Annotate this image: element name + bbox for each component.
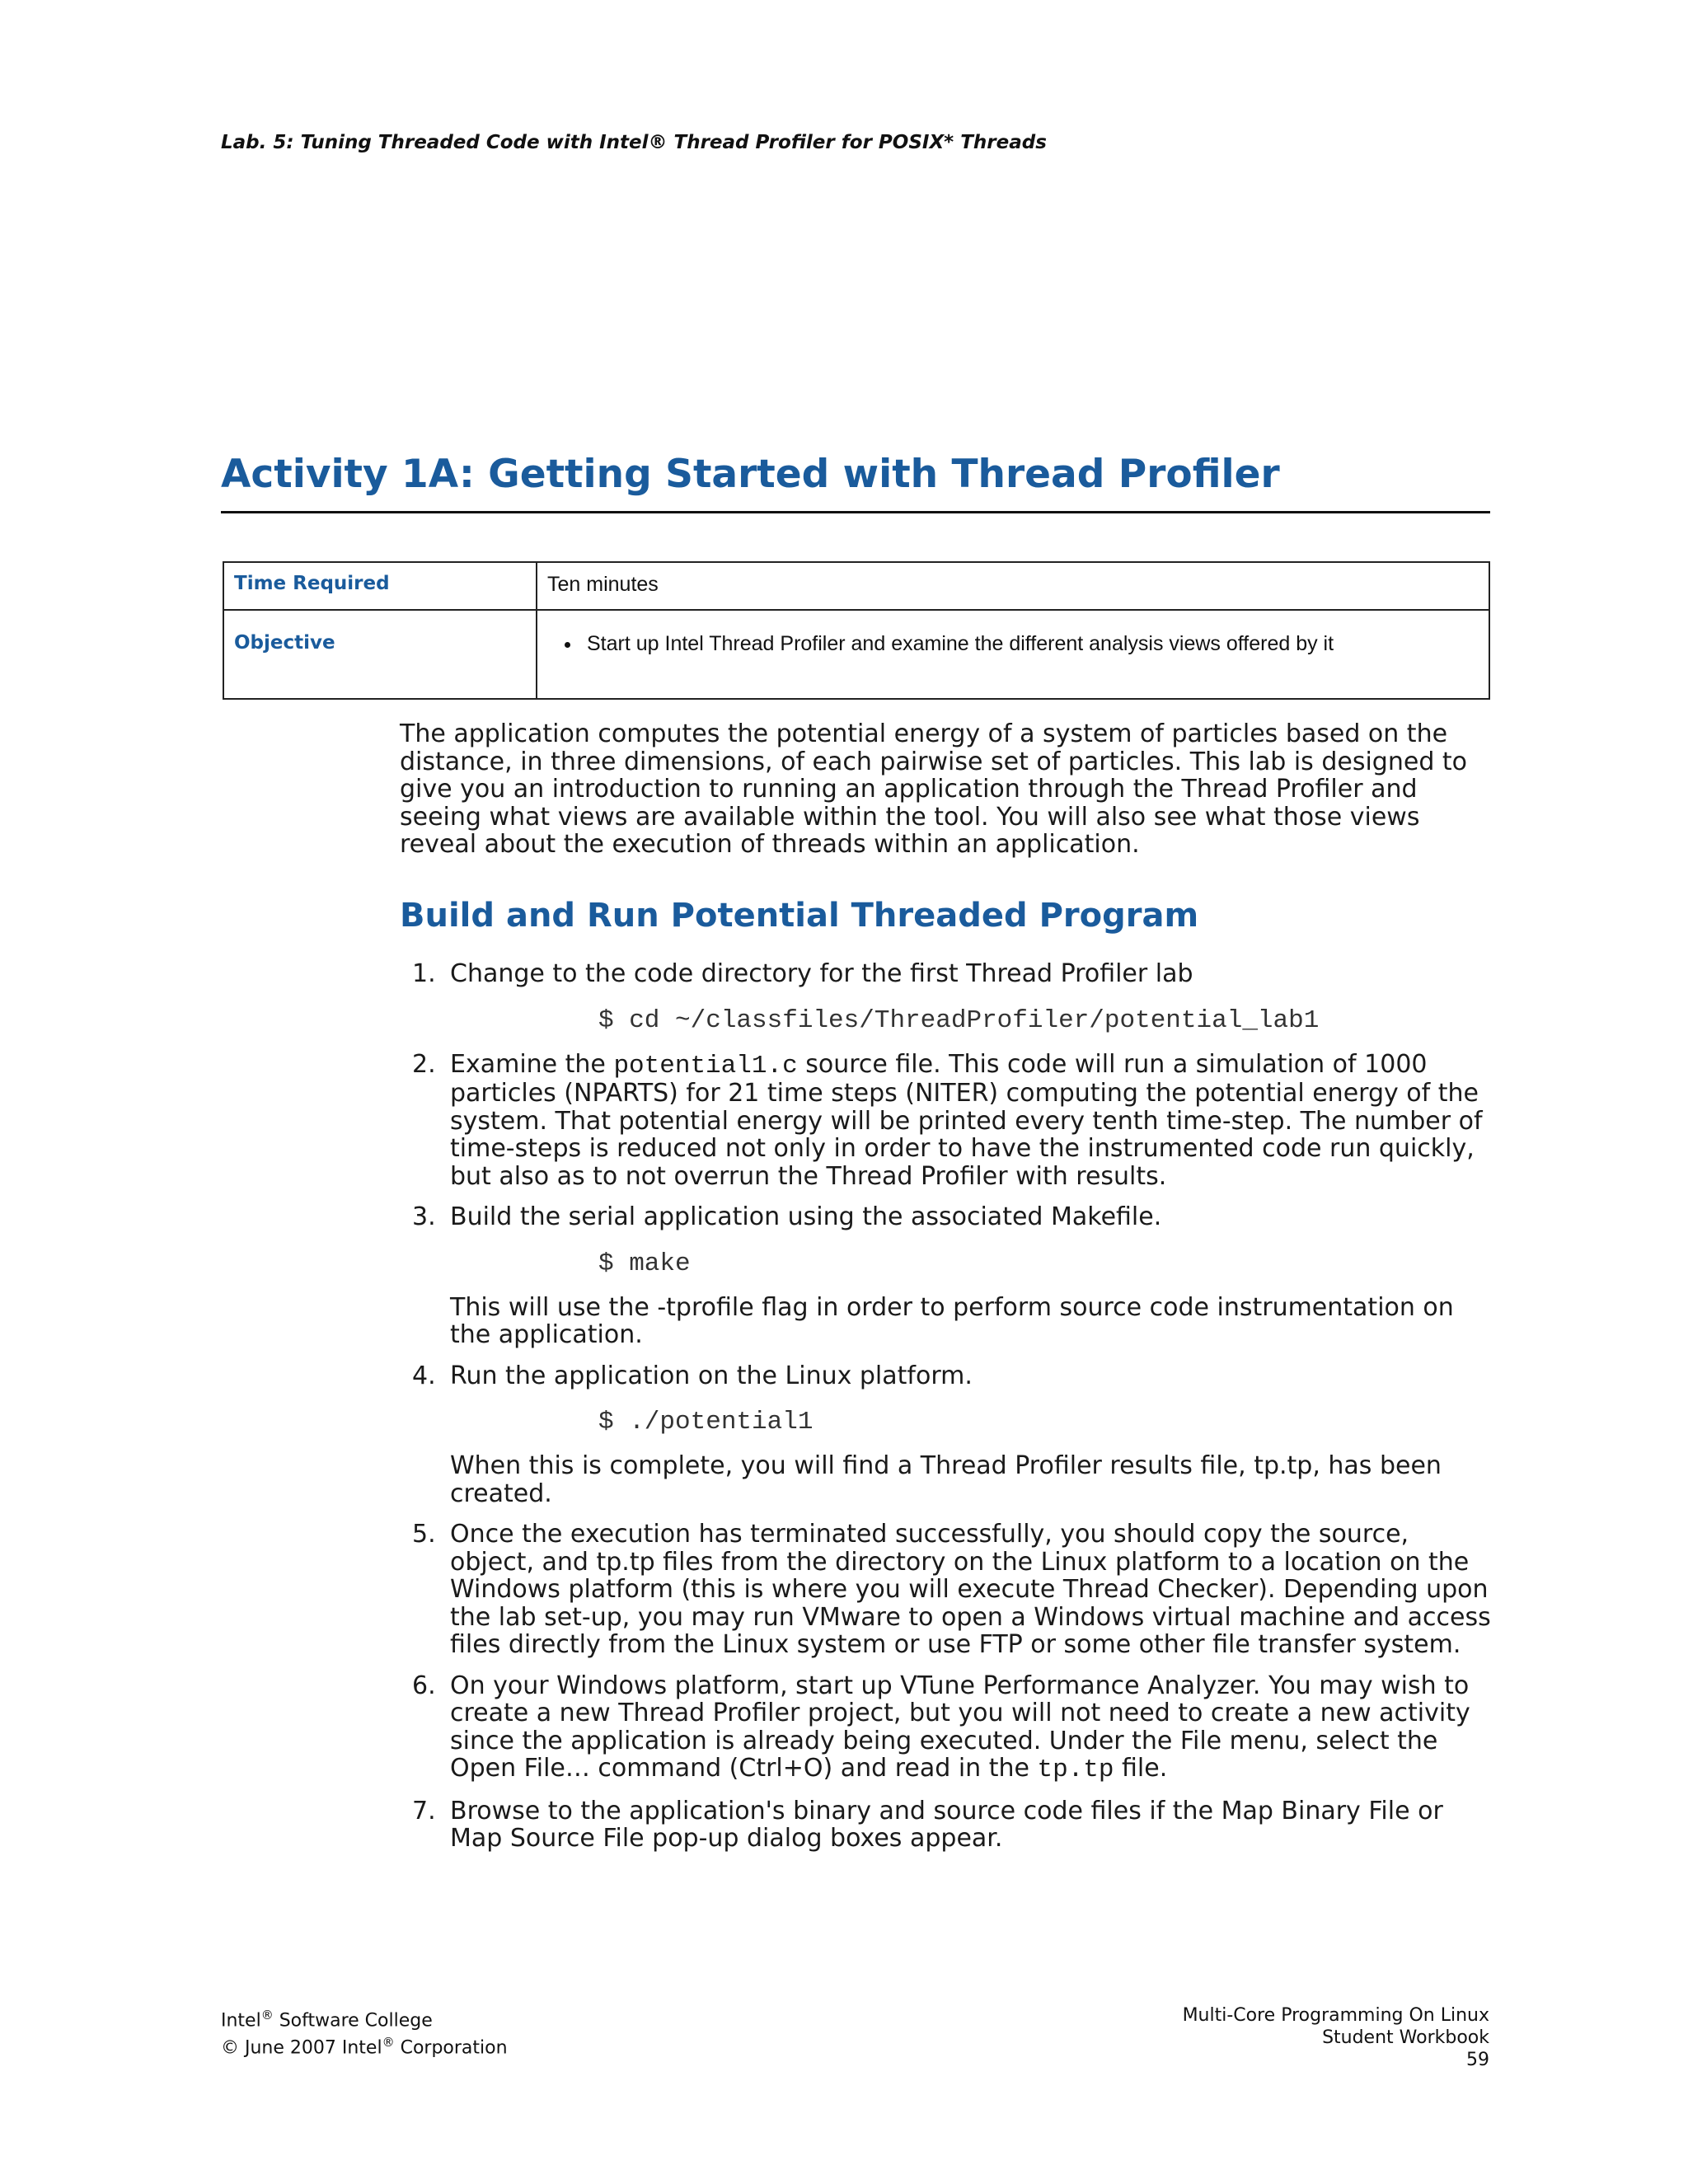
page-number: 59 <box>1466 2050 1489 2070</box>
step-note: When this is complete, you will find a Thread Profiler results file, tp.tp, has been created. <box>450 1451 1442 1508</box>
footer-text: Intel <box>221 2010 261 2032</box>
code-command: $ cd ~/classfiles/ThreadProfiler/potential_lab1 <box>598 1005 1320 1035</box>
step-7 <box>400 1797 1492 1853</box>
objective-list <box>547 632 1479 656</box>
registered-mark: ® <box>260 2008 274 2022</box>
step-5 <box>400 1521 1492 1659</box>
step-text-part: source file. This code will run a simulation of 1000 particles (NPARTS) for 21 time steps (NITER) computing the potential energy of the system. That potential energy will be printed every tenth time-step. The number of time-steps is reduced not only in order to have the instrumented code run quickly, but also as to not overrun the Thread Profiler with results. <box>450 1049 1483 1191</box>
step-text-part: Examine the <box>450 1049 614 1079</box>
step-3 <box>400 1203 1492 1349</box>
step-text: Build the serial application using the associated Makefile. <box>450 1202 1162 1231</box>
inline-code: potential1.c <box>613 1051 798 1080</box>
title-rule <box>221 511 1490 513</box>
step-number: 1. <box>412 959 436 988</box>
time-required-value: Ten minutes <box>537 562 1489 610</box>
step-text: Browse to the application's binary and source code files if the Map Binary File or Map Source File pop-up dialog boxes appear. <box>450 1796 1443 1853</box>
registered-mark: ® <box>382 2035 395 2050</box>
step-1 <box>400 960 1492 1036</box>
step-number: 3. <box>412 1202 436 1231</box>
step-4 <box>400 1362 1492 1508</box>
activity-title: Activity 1A: Getting Started with Thread Profiler <box>221 452 1280 497</box>
objective-item: • Start up Intel Thread Profiler and examine the different analysis views offered by it <box>582 632 1479 656</box>
step-text <box>450 1672 1492 1784</box>
footer-publisher <box>221 2004 508 2032</box>
footer-text: Software College <box>273 2010 433 2032</box>
step-number: 5. <box>412 1520 436 1549</box>
step-note: This will use the -tprofile flag in order to perform source code instrumentation on the application. <box>450 1292 1454 1349</box>
footer-book-title: Multi-Core Programming On Linux <box>1182 2005 1489 2026</box>
step-6 <box>400 1672 1492 1784</box>
running-header: Lab. 5: Tuning Threaded Code with Intel® Thread Profiler for POSIX* Threads <box>221 132 1047 153</box>
time-required-row <box>223 562 1489 610</box>
step-text: Run the application on the Linux platform. <box>450 1361 973 1390</box>
step-number: 6. <box>412 1671 436 1700</box>
step-text <box>450 1051 1492 1191</box>
objective-label: Objective <box>223 610 537 699</box>
footer-right <box>1183 2004 1489 2071</box>
steps-list <box>400 960 1492 1866</box>
time-required-label: Time Required <box>223 562 537 610</box>
step-text: Once the execution has terminated successfully, you should copy the source, object, and tp.tp files from the directory on the Linux platform to a location on the Windows platform (this is where you will execute Thread Checker). Depending upon the lab set-up, you may run VMware to open a Windows virtual machine and access files directly from the Linux system or use FTP or some other file transfer system. <box>450 1520 1491 1659</box>
step-text-part: file. <box>1114 1754 1168 1783</box>
footer-copyright <box>221 2032 508 2059</box>
step-2 <box>400 1051 1492 1191</box>
step-text-part: On your Windows platform, start up VTune Performance Analyzer. You may wish to create a new Thread Profiler project, but you will not need to create a new activity since the application is already being executed. Under the File menu, select the Open File… command (Ctrl+O) and read in the <box>450 1671 1470 1783</box>
code-command: $ make <box>598 1249 691 1278</box>
step-number: 2. <box>412 1049 436 1079</box>
footer-text: Corporation <box>394 2037 508 2059</box>
step-number: 7. <box>412 1796 436 1825</box>
objective-value <box>537 610 1489 699</box>
activity-info-table <box>223 561 1490 700</box>
step-number: 4. <box>412 1361 436 1390</box>
step-text: Change to the code directory for the first Thread Profiler lab <box>450 959 1193 988</box>
code-command: $ ./potential1 <box>598 1408 814 1436</box>
inline-code: tp.tp <box>1037 1755 1114 1784</box>
intro-paragraph: The application computes the potential energy of a system of particles based on the distance, in three dimensions, of each pairwise set of particles. This lab is designed to give you an introduction to running an application through the Thread Profiler and seeing what views are available within the tool. You will also see what those views reveal about the execution of threads within an application. <box>400 719 1468 859</box>
footer-left <box>221 2004 508 2060</box>
footer-text: © June 2007 Intel <box>221 2037 382 2059</box>
footer-book-subtitle: Student Workbook <box>1322 2027 1489 2048</box>
objective-row <box>223 610 1489 699</box>
section-heading: Build and Run Potential Threaded Program <box>400 897 1199 935</box>
